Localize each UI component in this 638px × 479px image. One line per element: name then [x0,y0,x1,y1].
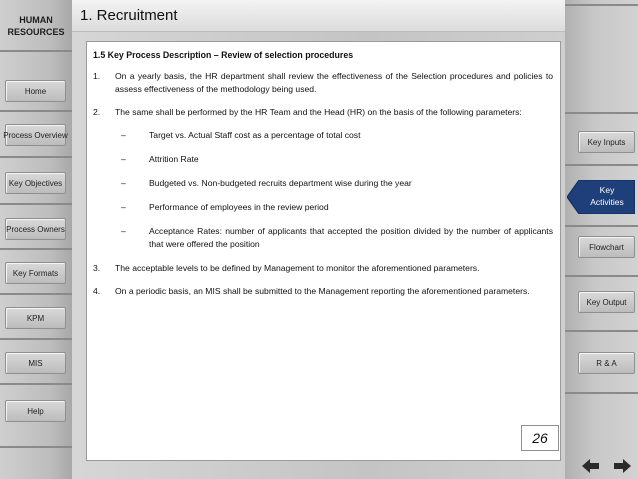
page-title: 1. Recruitment [80,7,178,24]
sub-list-text: Budgeted vs. Non-budgeted recruits department wise during the year [149,178,412,188]
sub-list-dash: – [121,178,126,188]
list-item [93,106,553,119]
sidebar-divider [565,330,638,332]
arrow-right-icon-shape [614,458,632,474]
arrow-right-icon[interactable] [614,458,632,474]
active-tab-label [579,184,635,208]
sub-list-item [121,153,553,166]
nav-key-output-button[interactable]: Key Output [578,291,635,313]
nav-flowchart-button[interactable]: Flowchart [578,236,635,258]
sidebar-divider [0,293,72,295]
list-number: 3. [93,263,101,273]
sub-list-text: Attrition Rate [149,154,199,164]
brand-line-2: RESOURCES [7,27,65,37]
list-number: 1. [93,71,101,81]
sub-list-text: Target vs. Actual Staff cost as a percentage of total cost [149,130,361,140]
sidebar-divider [565,392,638,394]
nav-key-objectives-button[interactable]: Key Objectives [5,172,66,194]
list-item [93,262,553,275]
nav-mis-button[interactable]: MIS [5,352,66,374]
nav-key-activities-tab[interactable] [567,180,635,214]
sub-list-item [121,201,553,214]
sidebar-divider [0,446,72,448]
list-item [93,70,553,96]
sub-list-item [121,177,553,190]
sub-list-item [121,225,553,251]
sidebar-divider [0,383,72,385]
list-text: The same shall be performed by the HR Team and the Head (HR) on the basis of the following parameters: [115,107,522,117]
sidebar-divider [0,156,72,158]
active-tab-label-line-1: Key [599,185,615,195]
arrow-left-icon-shape [582,458,600,474]
sidebar-divider [0,203,72,205]
header-bar [72,0,565,32]
sub-list-text: Acceptance Rates: number of applicants that accepted the position divided by the number of applicants that were offered the position [149,226,553,249]
main-panel [72,32,565,479]
content-card [86,41,561,461]
sidebar-divider [0,50,72,52]
nav-kpm-button[interactable]: KPM [5,307,66,329]
section-heading: 1.5 Key Process Description – Review of selection procedures [93,50,354,60]
sub-list-dash: – [121,130,126,140]
list-item [93,285,553,298]
left-sidebar [0,0,72,479]
sidebar-divider [565,164,638,166]
sidebar-divider [0,110,72,112]
nav-help-button[interactable]: Help [5,400,66,422]
nav-key-inputs-button[interactable]: Key Inputs [578,131,635,153]
sub-list-text: Performance of employees in the review period [149,202,329,212]
sub-list-dash: – [121,202,126,212]
sub-list-dash: – [121,154,126,164]
list-text: On a periodic basis, an MIS shall be submitted to the Management reporting the aforementioned parameters. [115,286,530,296]
content-body [93,50,553,308]
sidebar-divider [565,225,638,227]
right-sidebar [565,0,638,479]
list-text: The acceptable levels to be defined by Management to monitor the aforementioned parameters. [115,263,480,273]
nav-r-and-a-button[interactable]: R & A [578,352,635,374]
brand-line-1: HUMAN [19,15,53,25]
page-number: 26 [521,425,559,451]
nav-process-owners-button[interactable]: Process Owners [5,218,66,240]
nav-home-button[interactable]: Home [5,80,66,102]
brand-label [4,14,68,38]
list-number: 4. [93,286,101,296]
arrow-left-icon[interactable] [582,458,600,474]
active-tab-label-line-2: Activities [590,197,624,207]
sidebar-divider [565,4,638,6]
sidebar-divider [0,338,72,340]
nav-process-overview-button[interactable]: Process Overview [5,124,66,146]
list-number: 2. [93,107,101,117]
sidebar-divider [565,112,638,114]
sidebar-divider [565,275,638,277]
sub-list-item [121,129,553,142]
sub-list-dash: – [121,226,126,236]
list-text: On a yearly basis, the HR department shall review the effectiveness of the Selection procedures and policies to assess effectiveness of the methodology being used. [115,71,553,94]
nav-key-formats-button[interactable]: Key Formats [5,262,66,284]
sidebar-divider [0,248,72,250]
